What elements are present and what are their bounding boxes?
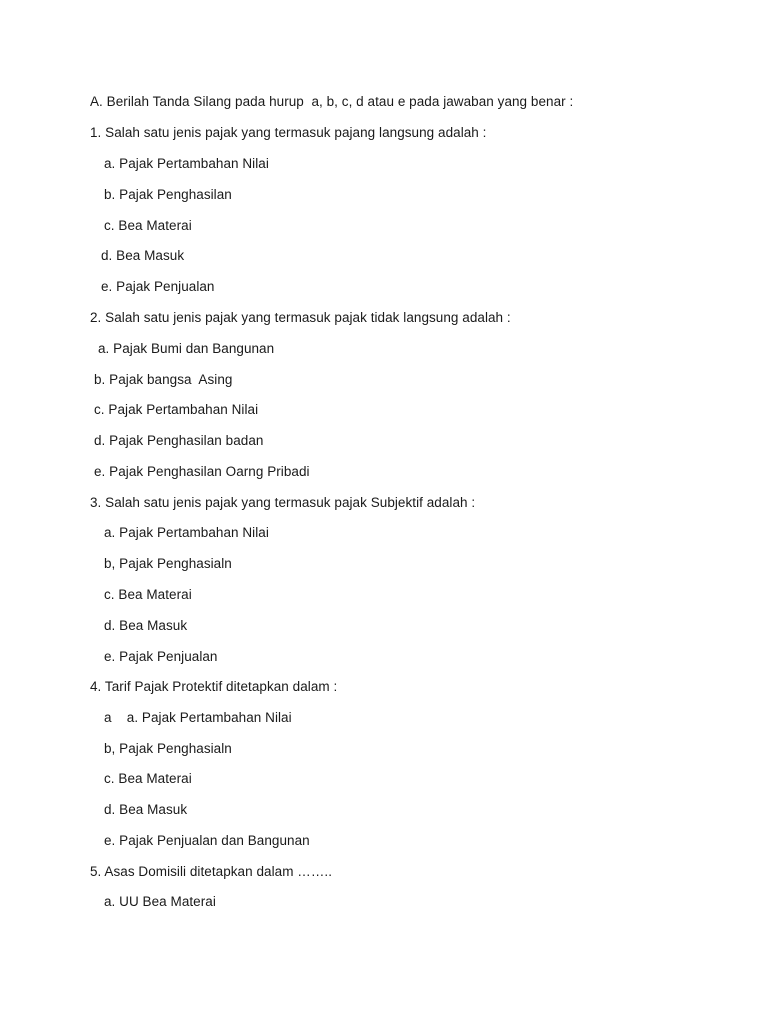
- question-4-option-b: b, Pajak Penghasialn: [104, 741, 232, 756]
- question-3-option-c: c. Bea Materai: [104, 587, 192, 602]
- question-1-option-e: e. Pajak Penjualan: [101, 279, 215, 294]
- question-3-option-a: a. Pajak Pertambahan Nilai: [104, 525, 269, 540]
- question-1-option-b: b. Pajak Penghasilan: [104, 187, 232, 202]
- question-3-option-e: e. Pajak Penjualan: [104, 649, 218, 664]
- question-4-option-e: e. Pajak Penjualan dan Bangunan: [104, 833, 310, 848]
- question-4-option-c: c. Bea Materai: [104, 771, 192, 786]
- question-2-text: 2. Salah satu jenis pajak yang termasuk pajak tidak langsung adalah :: [90, 310, 511, 325]
- question-2-option-d: d. Pajak Penghasilan badan: [94, 433, 264, 448]
- question-3-option-d: d. Bea Masuk: [104, 618, 188, 633]
- question-4-option-d: d. Bea Masuk: [104, 802, 188, 817]
- question-1-text: 1. Salah satu jenis pajak yang termasuk pajang langsung adalah :: [90, 125, 487, 140]
- question-4-option-a: a a. Pajak Pertambahan Nilai: [104, 710, 292, 725]
- question-5-text: 5. Asas Domisili ditetapkan dalam ……..: [90, 864, 332, 879]
- question-3-option-b: b, Pajak Penghasialn: [104, 556, 232, 571]
- question-2-option-a: a. Pajak Bumi dan Bangunan: [98, 341, 275, 356]
- question-3-text: 3. Salah satu jenis pajak yang termasuk pajak Subjektif adalah :: [90, 495, 476, 510]
- question-5-option-a: a. UU Bea Materai: [104, 894, 216, 909]
- question-1-option-a: a. Pajak Pertambahan Nilai: [104, 156, 269, 171]
- question-1-option-d: d. Bea Masuk: [101, 248, 185, 263]
- question-4-text: 4. Tarif Pajak Protektif ditetapkan dalam :: [90, 679, 338, 694]
- question-2-option-b: b. Pajak bangsa Asing: [94, 372, 233, 387]
- instruction-text: A. Berilah Tanda Silang pada hurup a, b, c, d atau e pada jawaban yang benar :: [90, 94, 574, 109]
- question-2-option-e: e. Pajak Penghasilan Oarng Pribadi: [94, 464, 310, 479]
- question-2-option-c: c. Pajak Pertambahan Nilai: [94, 402, 259, 417]
- question-1-option-c: c. Bea Materai: [104, 218, 192, 233]
